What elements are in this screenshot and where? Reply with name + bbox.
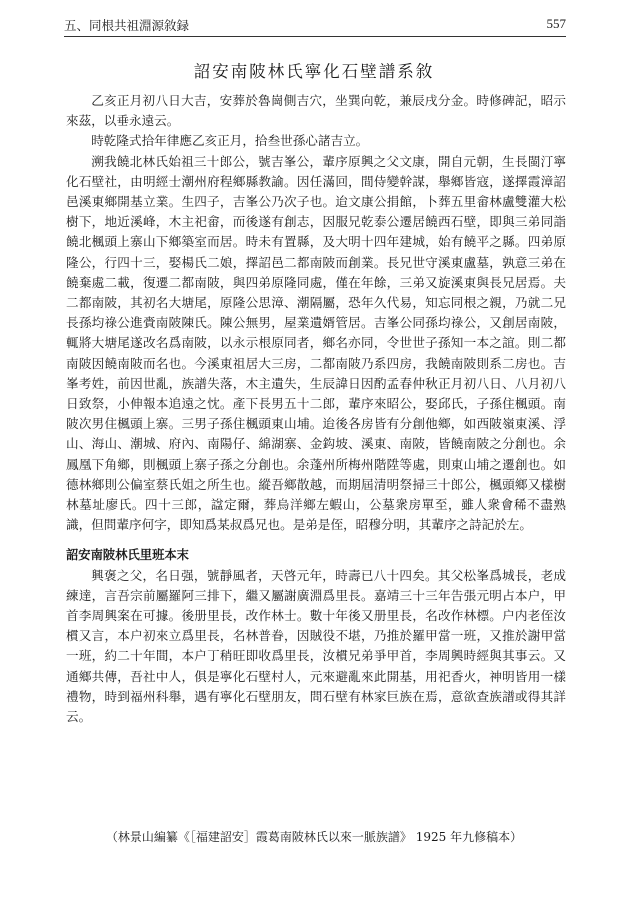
paragraph: 溯我饒北林氏始祖三十郎公，號吉峯公，輩序原興之父文康，開自元朝，生長閩汀寧化石壁社，由明經士潮州府程鄉縣教諭。因任滿回，間侍變幹謀，舉鄉皆寇，遂擇霞漳詔邑溪東鄉開基立業。生四子，吉峯公乃次子也。迨文康公捐館，卜葬五里畲林盧雙灌大松樹下，地近溪峰，木主祀畲，而後遂有創志，因服兄乾泰公遷居饒西石壁，即與三弟同詣饒北楓頭上寨山下鄉築室而居。時未有置縣，及大明十四年建城，始有饒平之縣。四弟原隆公，行四十三，娶楊氏二娘，擇詔邑二都南陂而創業。長兄世守溪東盧墓，孰意三弟在饒棄處二載，復遷二都南陂，與四弟原隆同處，僅在年餘，三弟又旋溪東與長兄居焉。夫二都南陂，其初名大塘尾，原隆公思漳、潮隔屬，恐年久代易，知忘同根之親，乃就二兄長孫均祿公進賫南陂陳氏。陳公無男，屋業遺婿管居。吉峯公同孫均祿公，又創居南陂，輒將大塘尾遂改名爲南陂，以永示根原同者，鄉名亦同，令世世子孫知一本之誼。則二都南陂因饒南陂而名也。今溪東祖居大三房，二都南陂乃系四房，我饒南陂則系二房也。吉峯考姓，前因世亂，族譜失落，木主遺失，生辰諱日因酌孟春仲秋正月初八日、八月初八日致祭，小伸報本追遠之忱。產下長男五十二郎，輩序來昭公，娶邱氏，子孫住楓頭。南陂次男住楓頭上寨。三男子孫住楓頭東山埔。迨後各房皆有分創他鄉，如西陂嶺東溪、浮山、海山、潮城、府內、南陽仔、綿湖寨、金鈎坡、溪東、南陂，皆饒南陂之分創也。余鳳凰下角鄉，則楓頭上寨子孫之分創也。余蓬州所梅州階陞等處，則東山埔之遷創也。如德林鄉則公偏室蔡氏姐之所生也。縱吾鄉散越，而期屆清明祭掃三十郎公，楓頭鄉又樣樹林墓址廖氏。四十三郎，諡定爾，葬烏洋鄉左蝦山，公墓衆房單至，雖人衆會稀不盡熟識，但問輩序何字，即知爲某叔爲兄也。是弟是侄，昭穆分明，其輩序之詩記於左。 xyxy=(66,153,566,533)
article-title: 詔安南陂林氏寧化石壁譜系敘 xyxy=(193,62,435,81)
paragraph: 乙亥正月初八日大吉，安葬於魯崗側吉穴，坐巽向乾，兼辰戌分金。時修碑記，昭示來茲，以垂永遠云。 xyxy=(66,93,566,129)
section-title: 五、同根共祖淵源敘録 xyxy=(64,18,190,33)
page-number: 557 xyxy=(546,16,566,31)
section-heading: 詔安南陂林氏里班本末 xyxy=(66,548,189,563)
paragraph: 時乾隆式拾年律應乙亥正月，拾叁世孫心諸吉立。 xyxy=(91,133,369,149)
article-body xyxy=(66,91,566,727)
source-citation: （林景山編纂《［福建詔安］霞葛南陂林氏以來一脈族譜》 1925 年九修稿本） xyxy=(105,830,523,844)
running-header xyxy=(64,10,566,37)
paragraph: 興褒之父，名日强，號靜風者，天啓元年，時壽已八十四矣。其父松峯爲城長，老成練達，言吾宗前屬羅阿三排下，繼又屬謝廣淵爲里長。嘉靖三十三年告張元明占本户，甲首李周興案在可據。後册里長，改作林士。數十年後又册里長，名改作林標。户内老侄汝樌又言，本户初來立爲里長，名林普眷，因賊役不堪，乃推於羅甲當一班，又推於謝甲當一班，約二十年間，本户丁稍旺即收爲里長，汝樌兄弟爭甲首，李周興時經與其事云。又通鄉共傳，吾社中人，俱是寧化石壁村人，元來避亂來此開基，用祀香火，神明皆用一樣禮物，時到福州科舉，遇有寧化石壁朋友，問石壁有林家巨族在焉，意欲查族譜或得其詳云。 xyxy=(66,567,566,725)
